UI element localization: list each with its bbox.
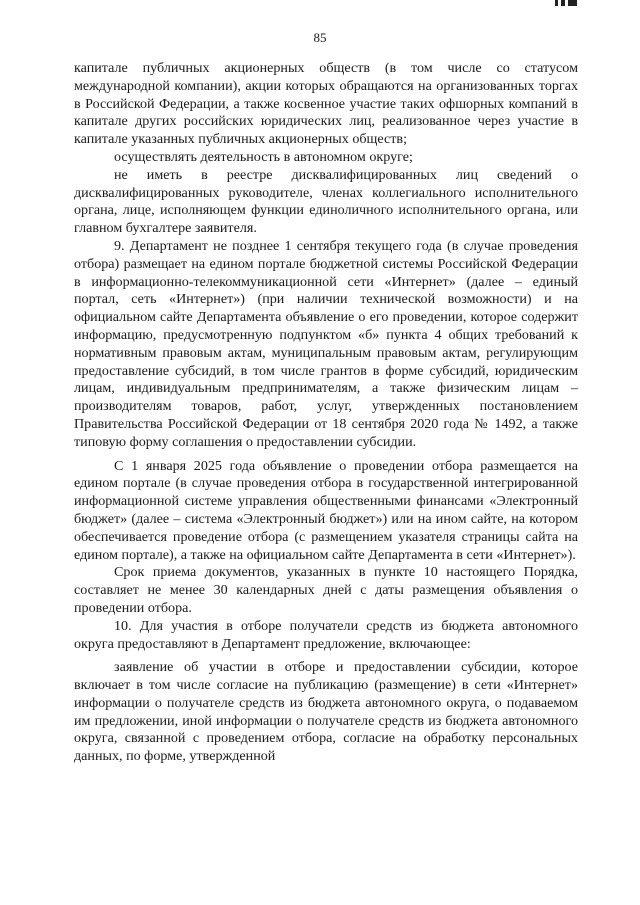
scan-corner-mark [555,0,577,6]
document-body [74,60,578,766]
paragraph-offshore-capital: капитале публичных акционерных обществ (в том числе со статусом международной компании), акции которых обращаются на организованных торгах в Российской Федерации, а также косвенное участие таких офшорных компаний в капитале других российских юридических лиц, реализованное через участие в капитале указанных публичных акционерных обществ; [74,60,578,148]
paragraph-item-9: 9. Департамент не позднее 1 сентября текущего года (в случае проведения отбора) размещает на едином портале бюджетной системы Российской Федерации в информационно-телекоммуникационной сети «Интернет» (далее – единый портал, сеть «Интернет») (при наличии технической возможности) и на официальном сайте Департамента объявление о его проведении, которое содержит информацию, предусмотренную подпунктом «б» пункта 4 общих требований к нормативным правовым актам, муниципальным правовым актам, регулирующим предоставление субсидий, в том числе грантов в форме субсидий, юридическим лицам, индивидуальным предпринимателям, а также физическим лицам – производителям товаров, работ, услуг, утвержденных постановлением Правительства Российской Федерации от 18 сентября 2020 года № 1492, а также типовую форму соглашения о предоставлении субсидии. [74,237,578,450]
paragraph-activity-region: осуществлять деятельность в автономном округе; [114,148,413,165]
page-number: 85 [313,30,327,45]
paragraph-item-10: 10. Для участия в отборе получатели средств из бюджета автономного округа предоставляют в Департамент предложение, включающее: [74,617,578,652]
paragraph-2025-announcement: С 1 января 2025 года объявление о проведении отбора размещается на едином портале (в случае проведения отбора в государственной интегрированной информационной системе управления общественными финансами «Электронный бюджет» (далее – система «Электронный бюджет») или на ином сайте, на котором обеспечивается проведение отбора (с размещением указателя страницы сайта на едином портале), а также на официальном сайте Департамента в сети «Интернет»). [74,457,578,563]
paragraph-acceptance-period: Срок приема документов, указанных в пункте 10 настоящего Порядка, составляет не менее 30 календарных дней с даты размещения объявления о проведении отбора. [74,564,578,616]
paragraph-application: заявление об участии в отборе и предоставлении субсидии, которое включает в том числе согласие на публикацию (размещение) в сети «Интернет» информации о получателе средств из бюджета автономного округа, о подаваемом им предложении, иной информации о получателе средств из бюджета автономного округа, связанной с проведением отбора, согласие на обработку персональных данных, по форме, утвержденной [74,659,578,765]
paragraph-disqualified-registry: не иметь в реестре дисквалифицированных лиц сведений о дисквалифицированных руководителе, членах коллегиального исполнительного органа, лице, исполняющем функции единоличного исполнительного органа, или главном бухгалтере заявителя. [74,166,578,237]
